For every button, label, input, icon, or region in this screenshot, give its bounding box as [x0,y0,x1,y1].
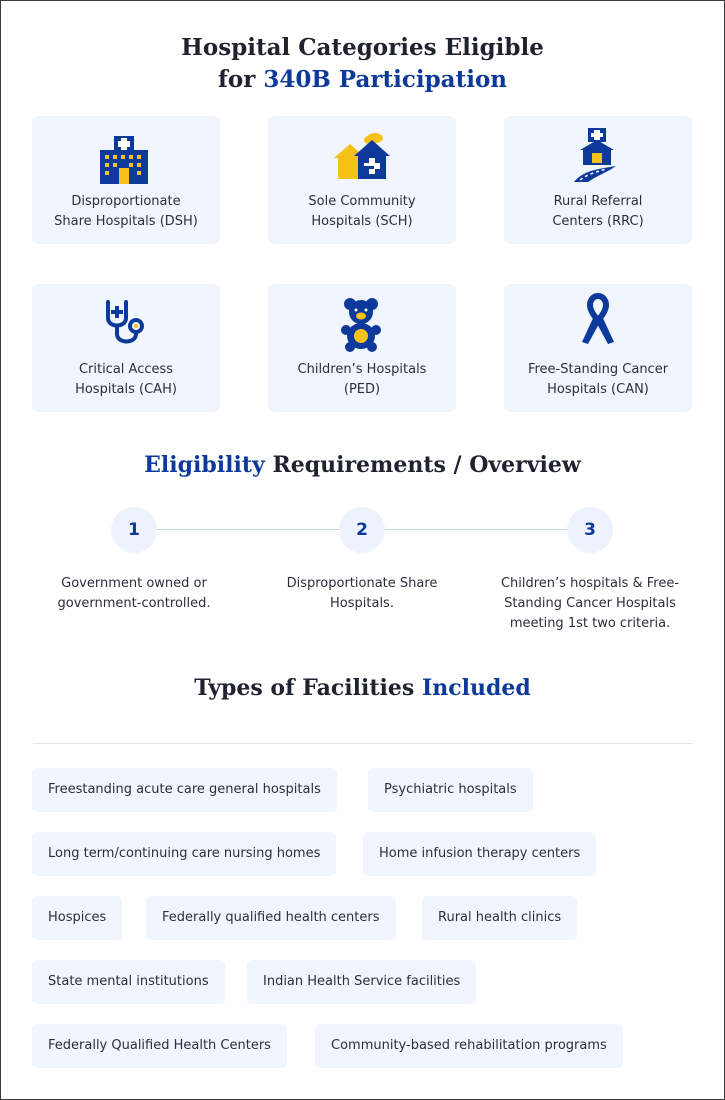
step-description-2 [247,574,477,614]
category-card-ped [268,284,456,412]
stethoscope-icon [96,292,156,352]
category-label [38,192,214,232]
facility-tag: Federally qualified health centers [146,896,396,940]
facility-tag: Freestanding acute care general hospitals [32,768,337,812]
facility-tag: Psychiatric hospitals [368,768,533,812]
category-card-cah [32,284,220,412]
category-label-line: Disproportionate [71,194,181,209]
category-label-line: Critical Access [78,362,174,377]
facilities-heading-prefix: Types of Facilities [194,675,422,701]
category-label [510,192,686,232]
step-description-line: Hospitals. [330,596,394,611]
teddy-bear-icon [332,292,392,352]
category-label [274,192,450,232]
title-highlight: 340B Participation [263,66,508,93]
awareness-ribbon-icon [568,292,628,352]
category-label-line: Centers (RRC) [552,214,644,229]
step-description-line: Standing Cancer Hospitals [504,596,676,611]
community-houses-icon [332,124,392,184]
facility-tag: Home infusion therapy centers [363,832,596,876]
category-label-line: Sole Community [308,194,416,209]
step-number-3: 3 [567,507,613,553]
facility-tag: Long term/continuing care nursing homes [32,832,336,876]
category-label [510,360,686,400]
step-number-1: 1 [111,507,157,553]
page-title [0,32,725,96]
step-description-line: Children’s hospitals & Free- [500,576,680,591]
rural-clinic-road-icon [568,124,628,184]
facility-tag: Hospices [32,896,122,940]
facility-tag: State mental institutions [32,960,225,1004]
category-label-line: Rural Referral [553,194,643,209]
category-label-line: Hospitals (SCH) [311,214,413,229]
category-card-rrc [504,116,692,244]
category-label-line: Hospitals (CAN) [547,382,649,397]
facility-tag: Community-based rehabilitation programs [315,1024,623,1068]
facilities-heading [0,675,725,701]
eligibility-heading [0,452,725,478]
category-label-line: Hospitals (CAH) [75,382,177,397]
step-connector [385,529,567,530]
category-card-sch [268,116,456,244]
step-description-1 [19,574,249,614]
facilities-heading-highlight: Included [421,675,531,701]
facility-tag: Indian Health Service facilities [247,960,476,1004]
step-description-3 [475,574,705,634]
step-description-line: government-controlled. [57,596,211,611]
category-label-line: Children’s Hospitals [297,362,427,377]
facility-tag: Federally Qualified Health Centers [32,1024,287,1068]
step-number-2: 2 [339,507,385,553]
step-description-line: Disproportionate Share [286,576,438,591]
step-description-line: meeting 1st two criteria. [509,616,671,631]
category-label-line: Free-Standing Cancer [527,362,669,377]
category-label [274,360,450,400]
section-divider [33,743,693,744]
category-card-can [504,284,692,412]
title-line-1: Hospital Categories Eligible [181,34,544,61]
title-line-2 [0,64,725,96]
step-connector [157,529,339,530]
eligibility-heading-highlight: Eligibility [144,452,265,478]
category-label-line: Share Hospitals (DSH) [54,214,198,229]
title-line-2-prefix: for [217,66,264,93]
category-card-dsh [32,116,220,244]
eligibility-heading-rest: Requirements / Overview [264,452,581,478]
facility-tag: Rural health clinics [422,896,577,940]
category-label [38,360,214,400]
step-description-line: Government owned or [61,576,207,591]
hospital-building-icon [96,124,156,184]
category-label-line: (PED) [343,382,381,397]
